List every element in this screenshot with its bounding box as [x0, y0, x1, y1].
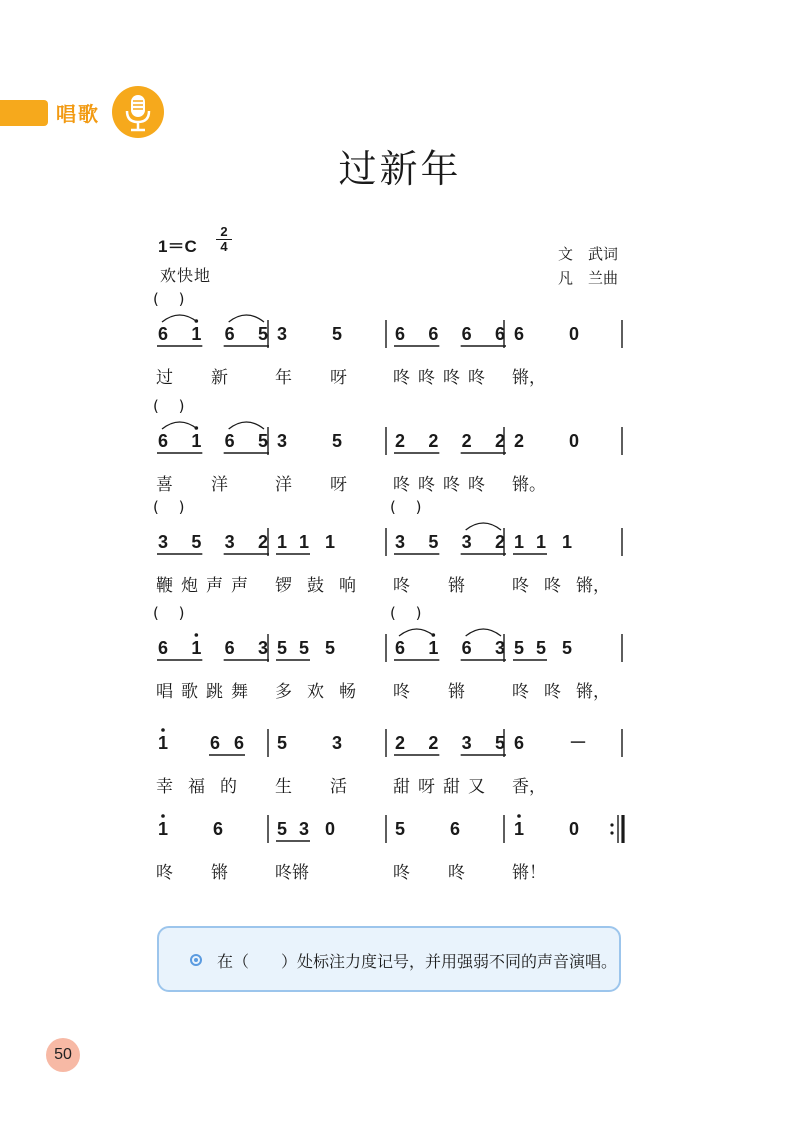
lyric-syllable: 跳	[206, 682, 223, 702]
lyric-syllable: 锵，	[576, 576, 610, 596]
slur	[466, 523, 501, 530]
lyric-syllable: 锵！	[512, 863, 546, 883]
lyric-syllable: 咚	[393, 576, 410, 596]
note-digit: 6	[224, 324, 235, 344]
lyric-syllable: 呀	[418, 777, 435, 797]
lyric-syllable: 洋	[275, 475, 292, 495]
note-digit: 5	[536, 638, 547, 658]
lyric-syllable: 过	[156, 368, 173, 388]
lyric-syllable: 生	[275, 777, 292, 797]
lyric-syllable: 甜	[393, 777, 410, 797]
lyric-syllable: 舞	[231, 682, 248, 702]
lyric-syllable: 锵，	[512, 368, 546, 388]
lyric-syllable: 声	[206, 576, 223, 596]
lyric-syllable: 咚锵	[275, 863, 309, 883]
lyric-syllable: 畅	[339, 682, 356, 702]
note-digit: 3	[495, 638, 506, 658]
lyric-syllable: 锵	[448, 682, 465, 702]
note-digit: 5	[277, 819, 288, 839]
note-digit: 5	[191, 532, 202, 552]
note-digit: 1	[514, 819, 525, 839]
note-digit: 5	[495, 733, 506, 753]
repeat-dot	[610, 823, 613, 826]
lyric-syllable: 声	[231, 576, 248, 596]
lyric-syllable: 锵，	[576, 682, 610, 702]
dynamics-parenthesis: ( )	[153, 604, 185, 622]
lyric-syllable: 咚	[156, 863, 173, 883]
note-digit: 1	[536, 532, 547, 552]
note-digit: 6	[158, 324, 169, 344]
note-digit: 3	[395, 532, 406, 552]
lyric-syllable: 咚	[393, 682, 410, 702]
note-digit: 6	[224, 431, 235, 451]
slur	[399, 629, 434, 636]
lyric-syllable: 活	[330, 777, 347, 797]
note-digit: 5	[332, 431, 343, 451]
note-digit: －	[569, 733, 587, 753]
note-digit: 2	[495, 532, 506, 552]
bullet-circle-icon	[190, 954, 202, 966]
note-digit: 1	[277, 532, 288, 552]
lyric-syllable: 咚	[544, 682, 561, 702]
note-digit: 5	[395, 819, 406, 839]
lyric-syllable: 咚	[393, 863, 410, 883]
lyric-syllable: 咚	[448, 863, 465, 883]
note-digit: 1	[428, 638, 439, 658]
lyric-syllable: 锵	[211, 863, 228, 883]
note-digit: 3	[277, 431, 288, 451]
note-digit: 2	[428, 733, 439, 753]
note-digit: 6	[158, 431, 169, 451]
lyric-syllable: 多	[275, 682, 292, 702]
note-digit: 5	[277, 733, 288, 753]
note-digit: 3	[277, 324, 288, 344]
key-signature: 1＝C	[158, 237, 197, 256]
note-digit: 0	[325, 819, 336, 839]
note-digit: 3	[299, 819, 310, 839]
note-digit: 2	[395, 431, 406, 451]
note-digit: 2	[428, 431, 439, 451]
note-digit: 6	[428, 324, 439, 344]
note-digit: 6	[210, 733, 221, 753]
lyric-syllable: 咚	[418, 475, 435, 495]
note-digit: 6	[234, 733, 245, 753]
note-digit: 6	[158, 638, 169, 658]
note-digit: 3	[224, 532, 235, 552]
note-digit: 3	[258, 638, 269, 658]
note-digit: 3	[158, 532, 169, 552]
note-digit: 3	[461, 532, 472, 552]
note-digit: 5	[258, 324, 269, 344]
lyric-syllable: 咚	[468, 475, 485, 495]
note-digit: 2	[395, 733, 406, 753]
repeat-dot	[610, 831, 613, 834]
lyric-syllable: 呀	[330, 475, 347, 495]
note-digit: 3	[332, 733, 343, 753]
high-octave-dot	[161, 728, 165, 732]
note-digit: 6	[514, 733, 525, 753]
lyric-syllable: 新	[211, 368, 228, 388]
lyric-syllable: 呀	[330, 368, 347, 388]
tip-box	[157, 926, 621, 992]
tip-text: 在（ ）处标注力度记号，并用强弱不同的声音演唱。	[217, 952, 618, 971]
note-digit: 1	[158, 733, 169, 753]
lyric-syllable: 咚	[443, 475, 460, 495]
note-digit: 1	[562, 532, 573, 552]
note-digit: 6	[495, 324, 506, 344]
slur	[229, 315, 264, 322]
lyric-syllable: 洋	[211, 475, 228, 495]
note-digit: 1	[191, 638, 202, 658]
high-octave-dot	[195, 633, 199, 637]
note-digit: 1	[299, 532, 310, 552]
tempo-marking: 欢快地	[160, 266, 212, 285]
lyric-syllable: 咚	[512, 682, 529, 702]
section-tag-label: 唱歌	[56, 102, 100, 126]
lyric-syllable: 咚	[544, 576, 561, 596]
lyric-syllable: 幸	[156, 777, 173, 797]
note-digit: 6	[213, 819, 224, 839]
note-digit: 6	[224, 638, 235, 658]
dynamics-parenthesis: ( )	[153, 397, 185, 415]
note-digit: 5	[332, 324, 343, 344]
note-digit: 5	[258, 431, 269, 451]
note-digit: 6	[514, 324, 525, 344]
lyric-syllable: 欢	[307, 682, 324, 702]
note-digit: 6	[461, 324, 472, 344]
note-digit: 6	[395, 324, 406, 344]
lyric-syllable: 唱	[156, 682, 173, 702]
note-digit: 1	[514, 532, 525, 552]
note-digit: 3	[461, 733, 472, 753]
note-digit: 2	[495, 431, 506, 451]
note-digit: 5	[514, 638, 525, 658]
note-digit: 1	[191, 431, 202, 451]
note-digit: 1	[191, 324, 202, 344]
lyric-syllable: 喜	[156, 475, 173, 495]
note-digit: 2	[461, 431, 472, 451]
dynamics-parenthesis: ( )	[153, 290, 185, 308]
note-digit: 6	[461, 638, 472, 658]
lyric-syllable: 咚	[512, 576, 529, 596]
slur	[162, 422, 197, 429]
note-digit: 5	[562, 638, 573, 658]
note-digit: 0	[569, 819, 580, 839]
lyric-syllable: 的	[220, 777, 237, 797]
note-digit: 6	[450, 819, 461, 839]
time-signature-bottom: 4	[220, 239, 228, 254]
composer-credit: 凡 兰曲	[558, 269, 619, 287]
dynamics-parenthesis: ( )	[390, 604, 422, 622]
note-digit: 1	[325, 532, 336, 552]
slur	[162, 315, 197, 322]
note-digit: 1	[158, 819, 169, 839]
lyric-syllable: 锣	[275, 576, 292, 596]
lyric-syllable: 鞭	[156, 576, 173, 596]
lyric-syllable: 年	[275, 368, 292, 388]
slur	[466, 629, 501, 636]
lyric-syllable: 咚	[443, 368, 460, 388]
note-digit: 6	[395, 638, 406, 658]
lyric-syllable: 咚	[418, 368, 435, 388]
dynamics-parenthesis: ( )	[153, 498, 185, 516]
lyric-syllable: 咚	[468, 368, 485, 388]
high-octave-dot	[161, 814, 165, 818]
note-digit: 5	[299, 638, 310, 658]
lyric-syllable: 香，	[512, 777, 546, 797]
lyric-syllable: 鼓	[307, 576, 324, 596]
song-title: 过新年	[338, 147, 462, 191]
lyric-syllable: 响	[339, 576, 356, 596]
lyric-syllable: 炮	[181, 576, 198, 596]
lyric-syllable: 咚	[393, 368, 410, 388]
page-number: 50	[46, 1038, 80, 1072]
lyric-syllable: 咚	[393, 475, 410, 495]
lyric-syllable: 锵	[448, 576, 465, 596]
lyric-syllable: 歌	[181, 682, 198, 702]
note-digit: 5	[428, 532, 439, 552]
note-digit: 5	[325, 638, 336, 658]
time-signature-top: 2	[220, 224, 228, 239]
dynamics-parenthesis: ( )	[390, 498, 422, 516]
note-digit: 2	[514, 431, 525, 451]
lyric-syllable: 福	[188, 777, 205, 797]
slur	[229, 422, 264, 429]
note-digit: 0	[569, 431, 580, 451]
lyric-syllable: 甜	[443, 777, 460, 797]
note-digit: 0	[569, 324, 580, 344]
high-octave-dot	[517, 814, 521, 818]
lyric-syllable: 又	[468, 777, 485, 797]
note-digit: 2	[258, 532, 269, 552]
lyricist-credit: 文 武词	[558, 245, 619, 263]
note-digit: 5	[277, 638, 288, 658]
lyric-syllable: 锵。	[512, 475, 546, 495]
